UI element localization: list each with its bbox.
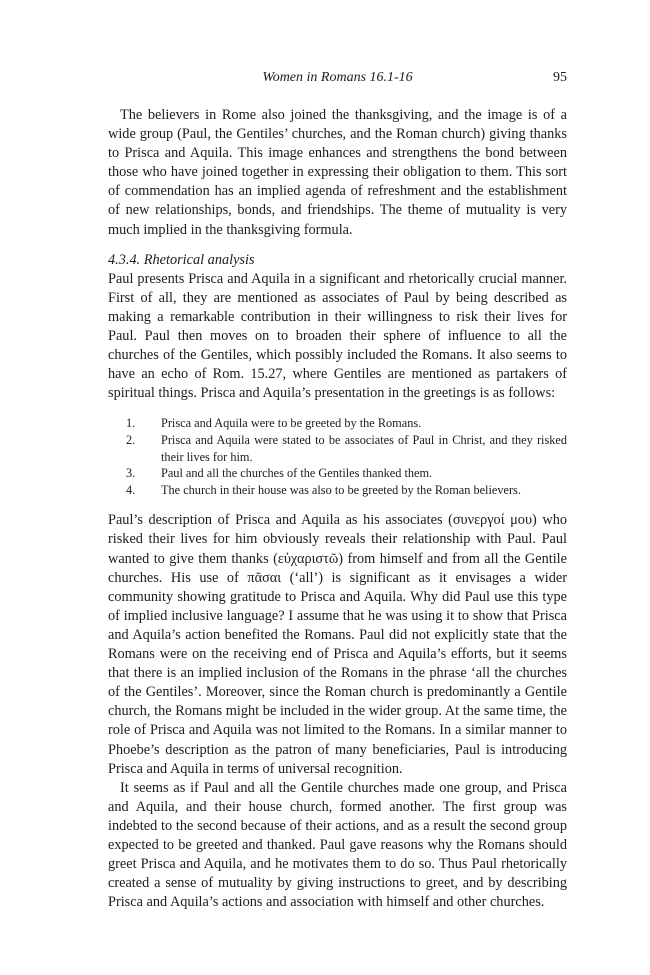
paragraph-associates: Paul’s description of Prisca and Aquila as his associates (συνεργοί μου) who risked their lives for him obviously reveals their relationship with Paul. Paul wanted to give them thanks (εὐχαριστῶ) from himself and from all the Gentile churches. His use of πᾶσαι (‘all’) is significant as it envisages a wider community showing gratitude to Prisca and Aquila. Why did Paul use this type of implied inclusive language? I assume that he was using it to show that Prisca and Aquila’s action benefited the Romans. Paul did not explicitly state that the Romans were on the receiving end of Prisca and Aquila’s efforts, but it seems that there is an implied inclusion of the Romans in the phrase ‘all the churches of the Gentiles’. Moreover, since the Roman church is predominantly a Gentile church, the Romans might be included in the wider group. At the same time, the role of Prisca and Aquila was not limited to the Romans. In a similar manner to Phoebe’s description as the patron of many beneficiaries, Paul is introducing Prisca and Aquila in terms of universal recognition.: [108, 512, 567, 777]
paragraph-mutuality: It seems as if Paul and all the Gentile churches made one group, and Prisca and Aquila, and their house church, formed another. The first group was indebted to the second because of their actions, and as a result the second group expected to be greeted and thanked. Paul gave reasons why the Romans should greet Prisca and Aquila, and he motivates them to do so. Thus Paul rhetorically created a sense of mutuality by giving instructions to greet, and by describing Prisca and Aquila’s actions and association with himself and other churches.: [108, 779, 567, 911]
running-header: [108, 70, 567, 94]
section-heading: 4.3.4. Rhetorical analysis: [108, 251, 255, 268]
list-item-number: 1.: [126, 416, 136, 431]
list-item-text: Prisca and Aquila were stated to be associates of Paul in Christ, and they risked their lives for him.: [161, 433, 567, 464]
book-page: [108, 70, 567, 912]
list-item-text: Paul and all the churches of the Gentiles thanked them.: [161, 466, 433, 481]
list-item: [126, 465, 567, 482]
list-item-number: 2.: [126, 433, 136, 447]
list-item-text: The church in their house was also to be greeted by the Roman believers.: [161, 482, 521, 497]
paragraph-rhetorical-intro: Paul presents Prisca and Aquila in a significant and rhetorically crucial manner. First of all, they are mentioned as associates of Paul by being described as making a remarkable contribution in their willingness to risk their lives for Paul. Paul then moves on to broaden their sphere of influence to all the churches of the Gentiles, which possibly included the Romans. It also seems to have an echo of Rom. 15.27, where Gentiles are mentioned as partakers of spiritual things. Prisca and Aquila’s presentation in the greetings is as follows:: [108, 270, 567, 402]
list-item: [126, 415, 567, 432]
list-item-number: 3.: [126, 466, 136, 481]
list-item-text: Prisca and Aquila were to be greeted by the Romans.: [161, 416, 422, 431]
list-item: [126, 432, 567, 465]
page-number: 95: [553, 70, 567, 85]
list-item: [126, 482, 567, 499]
running-title: Women in Romans 16.1-16: [262, 70, 413, 85]
paragraph-thanksgiving: The believers in Rome also joined the thanksgiving, and the image is of a wide group (Paul, the Gentiles’ churches, and the Roman church) giving thanks to Prisca and Aquila. This image enhances and strengthens the bond between those who have joined together in expressing their obligation to them. This sort of commendation has an implied agenda of refreshment and the establishment of new relationships, bonds, and friendships. The theme of mutuality is very much implied in the thanksgiving formula.: [108, 107, 567, 238]
numbered-list: [108, 415, 567, 498]
list-item-number: 4.: [126, 482, 136, 497]
